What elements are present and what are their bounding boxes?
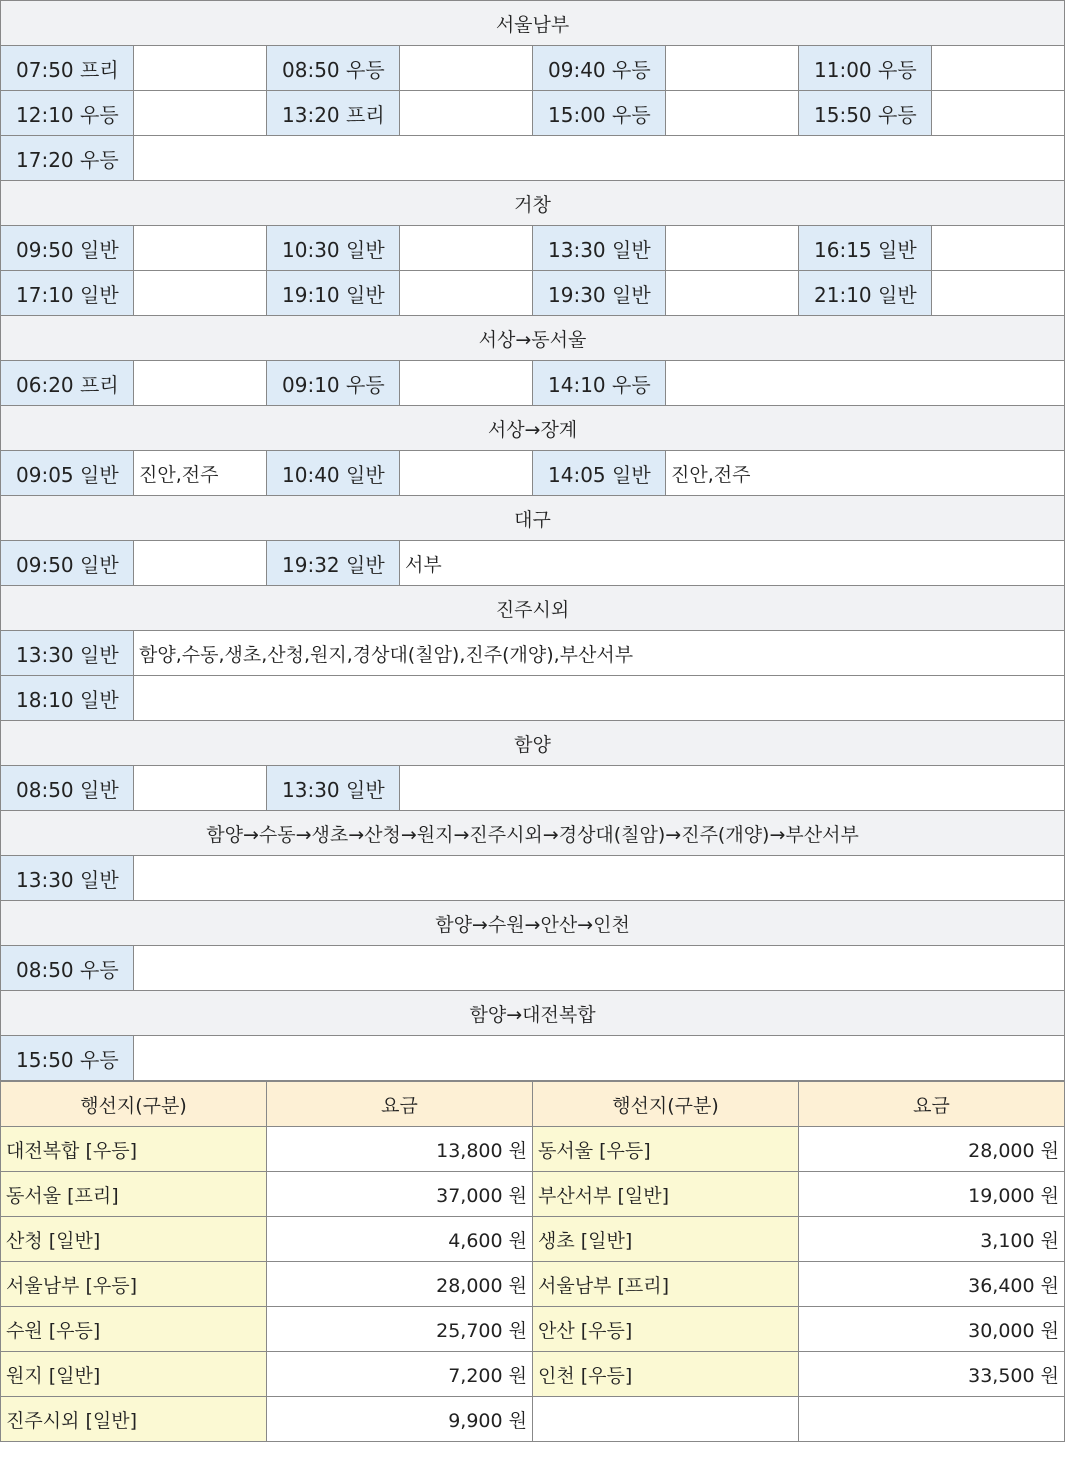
fare-row	[1, 1307, 1065, 1352]
fare-destination	[533, 1397, 799, 1442]
fare-destination: 원지 [일반]	[1, 1352, 267, 1397]
departure-time: 19:10 일반	[267, 271, 400, 316]
departure-time: 15:00 우등	[533, 91, 666, 136]
departure-row	[1, 451, 1065, 496]
fare-destination: 수원 [우등]	[1, 1307, 267, 1352]
departure-time: 13:30 일반	[1, 856, 134, 901]
route-header-row	[1, 991, 1065, 1036]
route-title: 함양→수동→생초→산청→원지→진주시외→경상대(칠암)→진주(개양)→부산서부	[1, 811, 1065, 856]
departure-row	[1, 856, 1065, 901]
departure-time: 06:20 프리	[1, 361, 134, 406]
departure-note: 진안,전주	[666, 451, 1065, 496]
departure-note	[134, 946, 1065, 991]
fare-destination: 부산서부 [일반]	[533, 1172, 799, 1217]
fare-amount: 3,100 원	[799, 1217, 1065, 1262]
departure-time: 15:50 우등	[1, 1036, 134, 1081]
departure-time: 09:50 일반	[1, 541, 134, 586]
fare-amount: 9,900 원	[267, 1397, 533, 1442]
departure-note	[666, 46, 799, 91]
departure-row	[1, 1036, 1065, 1081]
departure-row	[1, 676, 1065, 721]
route-header-row	[1, 721, 1065, 766]
departure-time: 13:20 프리	[267, 91, 400, 136]
fare-row	[1, 1352, 1065, 1397]
fare-row	[1, 1262, 1065, 1307]
departure-note	[666, 271, 799, 316]
departure-time: 13:30 일반	[1, 631, 134, 676]
fare-amount	[799, 1397, 1065, 1442]
route-title: 함양→수원→안산→인천	[1, 901, 1065, 946]
departure-note	[400, 271, 533, 316]
departure-note	[134, 1036, 1065, 1081]
fare-amount: 4,600 원	[267, 1217, 533, 1262]
fare-destination: 인천 [우등]	[533, 1352, 799, 1397]
fare-destination: 서울남부 [우등]	[1, 1262, 267, 1307]
fare-amount: 30,000 원	[799, 1307, 1065, 1352]
departure-note	[932, 46, 1065, 91]
fare-row	[1, 1127, 1065, 1172]
departure-note	[400, 766, 1065, 811]
departure-time: 17:10 일반	[1, 271, 134, 316]
route-header-row	[1, 811, 1065, 856]
fare-destination: 진주시외 [일반]	[1, 1397, 267, 1442]
departure-time: 08:50 일반	[1, 766, 134, 811]
fare-amount: 37,000 원	[267, 1172, 533, 1217]
departure-note	[134, 541, 267, 586]
fare-destination: 동서울 [프리]	[1, 1172, 267, 1217]
departure-time: 12:10 우등	[1, 91, 134, 136]
departure-row	[1, 271, 1065, 316]
departure-row	[1, 46, 1065, 91]
departure-time: 15:50 우등	[799, 91, 932, 136]
route-title: 함양	[1, 721, 1065, 766]
fare-destination: 서울남부 [프리]	[533, 1262, 799, 1307]
departure-note	[134, 46, 267, 91]
route-header-row	[1, 181, 1065, 226]
departure-note	[134, 226, 267, 271]
departure-time: 14:10 우등	[533, 361, 666, 406]
route-title: 함양→대전복합	[1, 991, 1065, 1036]
departure-note	[134, 136, 1065, 181]
departure-time: 07:50 프리	[1, 46, 134, 91]
fare-amount: 13,800 원	[267, 1127, 533, 1172]
route-title: 대구	[1, 496, 1065, 541]
departure-note	[134, 271, 267, 316]
departure-note: 서부	[400, 541, 1065, 586]
departure-note	[932, 271, 1065, 316]
departure-row	[1, 91, 1065, 136]
fare-amount: 19,000 원	[799, 1172, 1065, 1217]
route-title: 진주시외	[1, 586, 1065, 631]
departure-time: 08:50 우등	[1, 946, 134, 991]
departure-note	[666, 91, 799, 136]
departure-note	[932, 226, 1065, 271]
fare-destination: 생초 [일반]	[533, 1217, 799, 1262]
route-title: 서상→장계	[1, 406, 1065, 451]
departure-note	[666, 361, 1065, 406]
departure-note	[400, 46, 533, 91]
fare-row	[1, 1217, 1065, 1262]
departure-time: 19:32 일반	[267, 541, 400, 586]
departure-note	[932, 91, 1065, 136]
departure-time: 13:30 일반	[267, 766, 400, 811]
departure-row	[1, 136, 1065, 181]
departure-time: 10:30 일반	[267, 226, 400, 271]
route-title: 거창	[1, 181, 1065, 226]
departure-time: 11:00 우등	[799, 46, 932, 91]
departure-row	[1, 361, 1065, 406]
departure-note: 함양,수동,생초,산청,원지,경상대(칠암),진주(개양),부산서부	[134, 631, 1065, 676]
route-title: 서상→동서울	[1, 316, 1065, 361]
fare-destination: 산청 [일반]	[1, 1217, 267, 1262]
fare-amount: 28,000 원	[799, 1127, 1065, 1172]
route-title: 서울남부	[1, 1, 1065, 46]
fare-row	[1, 1397, 1065, 1442]
fare-amount: 36,400 원	[799, 1262, 1065, 1307]
departure-time: 16:15 일반	[799, 226, 932, 271]
departure-note	[134, 361, 267, 406]
departure-note	[134, 766, 267, 811]
departure-time: 14:05 일반	[533, 451, 666, 496]
fare-header-row	[1, 1082, 1065, 1127]
departure-row	[1, 631, 1065, 676]
departure-time: 13:30 일반	[533, 226, 666, 271]
route-header-row	[1, 586, 1065, 631]
fare-destination: 동서울 [우등]	[533, 1127, 799, 1172]
route-header-row	[1, 496, 1065, 541]
fare-destination: 대전복합 [우등]	[1, 1127, 267, 1172]
route-header-row	[1, 406, 1065, 451]
departure-time: 21:10 일반	[799, 271, 932, 316]
departure-time: 09:10 우등	[267, 361, 400, 406]
route-header-row	[1, 901, 1065, 946]
departure-note: 진안,전주	[134, 451, 267, 496]
fare-destination: 안산 [우등]	[533, 1307, 799, 1352]
departure-note	[400, 91, 533, 136]
fare-row	[1, 1172, 1065, 1217]
departure-time: 09:40 우등	[533, 46, 666, 91]
departure-row	[1, 541, 1065, 586]
departure-time: 19:30 일반	[533, 271, 666, 316]
fare-amount: 28,000 원	[267, 1262, 533, 1307]
departure-time: 09:05 일반	[1, 451, 134, 496]
destination-header: 행선지(구분)	[533, 1082, 799, 1127]
fare-header: 요금	[267, 1082, 533, 1127]
fare-table	[0, 1081, 1065, 1442]
departure-time: 09:50 일반	[1, 226, 134, 271]
fare-amount: 33,500 원	[799, 1352, 1065, 1397]
departure-row	[1, 946, 1065, 991]
fare-amount: 7,200 원	[267, 1352, 533, 1397]
fare-header: 요금	[799, 1082, 1065, 1127]
fare-amount: 25,700 원	[267, 1307, 533, 1352]
departure-note	[400, 226, 533, 271]
departure-row	[1, 226, 1065, 271]
departure-time: 08:50 우등	[267, 46, 400, 91]
departure-time: 18:10 일반	[1, 676, 134, 721]
departure-time: 10:40 일반	[267, 451, 400, 496]
departure-note	[134, 856, 1065, 901]
departure-note	[400, 451, 533, 496]
destination-header: 행선지(구분)	[1, 1082, 267, 1127]
departure-note	[400, 361, 533, 406]
route-header-row	[1, 316, 1065, 361]
departure-time: 17:20 우등	[1, 136, 134, 181]
route-header-row	[1, 1, 1065, 46]
departure-note	[134, 91, 267, 136]
departure-row	[1, 766, 1065, 811]
departure-note	[134, 676, 1065, 721]
departure-note	[666, 226, 799, 271]
